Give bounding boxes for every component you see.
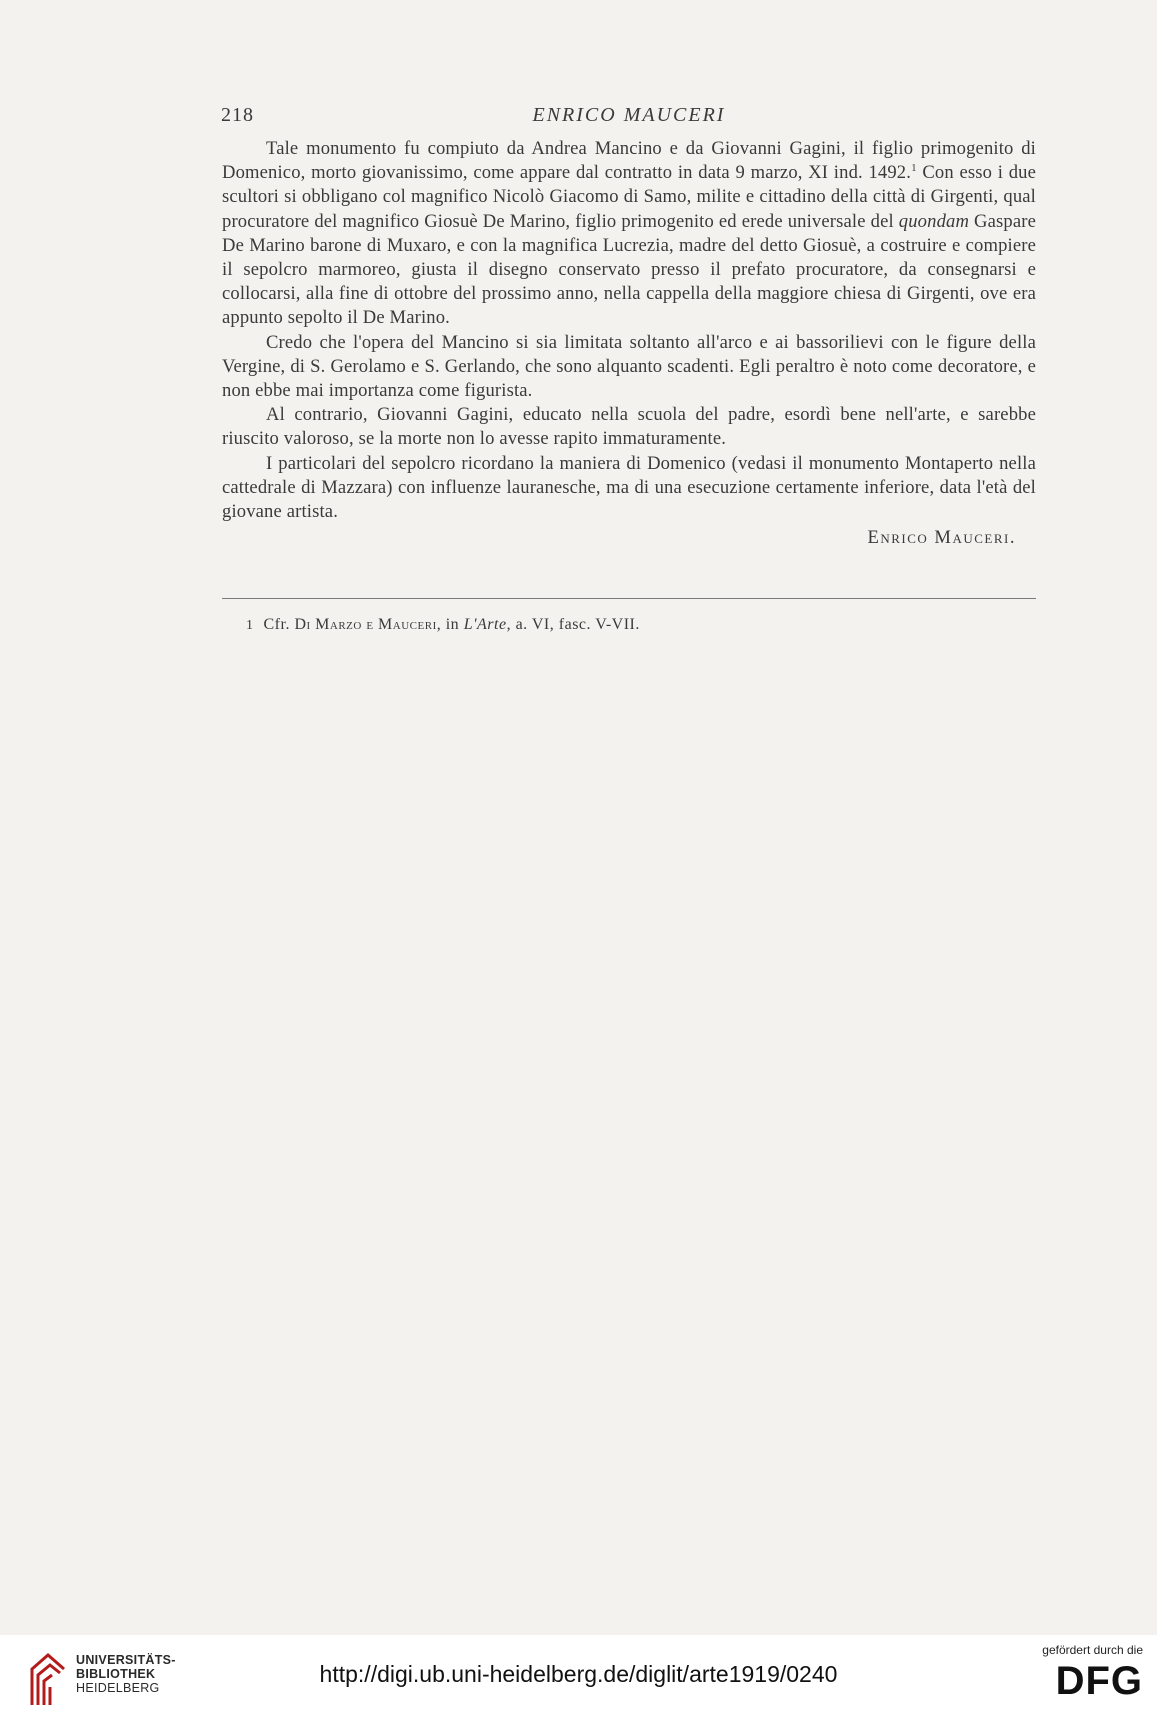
library-name[interactable]: UNIVERSITÄTS- BIBLIOTHEK HEIDELBERG [76,1653,176,1695]
footnote-ref[interactable]: 1 [911,162,917,175]
footnote-journal: L'Arte [463,616,507,633]
dfg-logo-icon[interactable]: DFG [1055,1659,1143,1703]
paragraph-3: Al contrario, Giovanni Gagini, educato nella scuola del padre, esordì bene nell'arte, e sarebbe riuscito valoroso, se la morte non lo avesse rapito immaturamente. [222,404,1036,450]
paragraph-1: Tale monumento fu compiuto da Andrea Mancino e da Giovanni Gagini, il figlio primogenito di Domenico, morto giovanissimo, come appare dal contratto in data 9 marzo, XI ind. 1492.$^1$ Con esso i due scultori si obbligano col magnifico Nicolò Giacomo di Samo, milite e cittadino della città di Girgenti, qual procuratore del magnifico Giosuè De Marino, figlio primogenito ed erede universale del quondam Gaspare De Marino barone di Muxaro, e con la magnifica Lucrezia, madre del detto Giosuè, a costruire e compiere il sepolcro marmoreo, giusta il disegno conservato presso il prefato procuratore, da consegnarsi e collocarsi, alla fine di ottobre del prossimo anno, nella cappella della maggiore chiesa di Girgenti, ove era appunto sepolto il De Marino. [222,138,1037,329]
sponsor-block [1013,1643,1143,1703]
running-title: ENRICO MAUCERI [532,104,726,126]
footnote-divider [222,598,1036,599]
author-signature: Enrico Mauceri. [867,527,1016,549]
paragraph-2: Credo che l'opera del Mancino si sia limitata soltanto all'arco e ai bassorilievi con le figure della Vergine, di S. Gerolamo e S. Gerlando, che sono alquanto scadenti. Egli peraltro è noto come decoratore, e non ebbe mai importanza come figurista. [222,331,1036,402]
permalink-url[interactable]: http://digi.ub.uni-heidelberg.de/diglit/arte1919/0240 [319,1661,838,1687]
footnote-authors: Di Marzo e Mauceri [294,616,437,633]
digitization-footer [0,1635,1157,1719]
paragraph-4: I particolari del sepolcro ricordano la maniera di Domenico (vedasi il monumento Montaperto nella cattedrale di Mazzara) con influenze lauranesche, ma di una esecuzione certamente inferiore, data l'età del giovane artista. [222,452,1036,523]
footnote-number: 1 [246,618,254,633]
article-body [222,137,1036,550]
page-header [221,104,1037,134]
footnote: 1 Cfr. Di Marzo e Mauceri, in L'Arte, a. VI, fasc. V-VII. [246,616,640,633]
page-number: 218 [221,104,254,126]
sponsor-label: gefördert durch die [1042,1643,1143,1657]
